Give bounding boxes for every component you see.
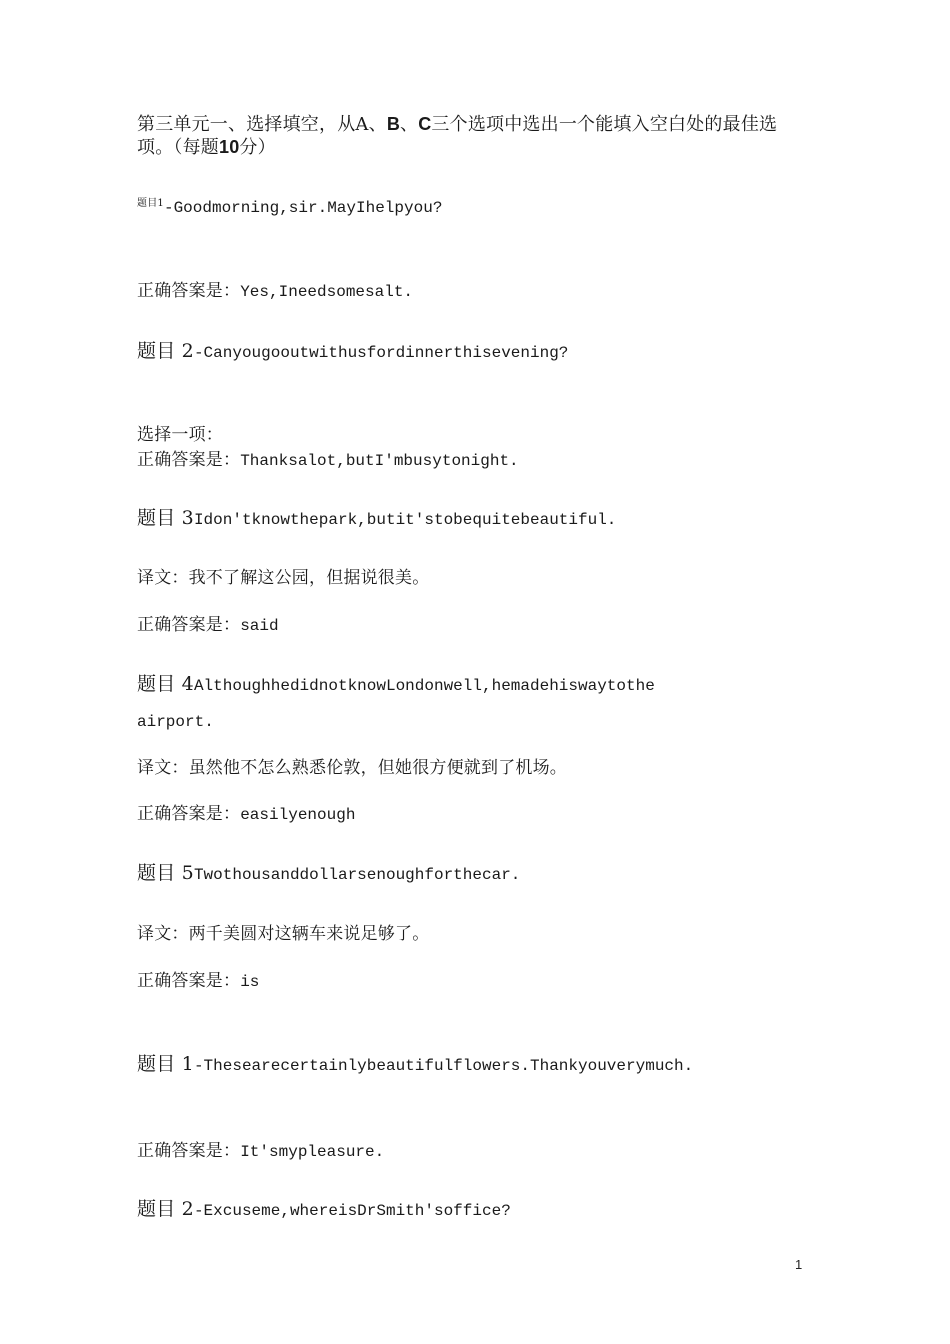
question-3: 题目 3Idon'tknowthepark,butit'stobequitebeautiful. (137, 507, 617, 529)
translation-4: 译文：虽然他不怎么熟悉伦敦，但她很方便就到了机场。 (137, 758, 567, 778)
translation-3: 译文：我不了解这公园，但据说很美。 (137, 568, 430, 588)
answer-2: 正确答案是：Thanksalot,butI'mbusytonight. (137, 450, 519, 470)
answer-6: 正确答案是：It'smypleasure. (137, 1141, 385, 1161)
answer-1: 正确答案是：Yes,Ineedsomesalt. (137, 281, 414, 301)
section-heading-line-1: 第三单元一、选择填空，从A、B、C三个选项中选出一个能填入空白处的最佳选 (137, 114, 778, 135)
translation-5: 译文：两千美圆对这辆车来说足够了。 (137, 924, 430, 944)
page-number: 1 (795, 1257, 803, 1272)
choose-prompt: 选择一项： (137, 425, 223, 445)
question-4: 题目 4AlthoughhedidnotknowLondonwell,hemadehiswaytothe (137, 673, 655, 695)
question-4-continued: airport. (137, 713, 214, 731)
answer-3: 正确答案是：said (137, 615, 279, 635)
answer-5: 正确答案是：is (137, 971, 260, 991)
question-5: 题目 5Twothousanddollarsenoughforthecar. (137, 862, 521, 884)
question-6: 题目 1-Thesearecertainlybeautifulflowers.Thankyouverymuch. (137, 1053, 694, 1075)
question-7: 题目 2-Excuseme,whereisDrSmith'soffice? (137, 1198, 511, 1220)
section-heading-line-2: 项。（每题10分） (137, 137, 276, 158)
question-2: 题目 2-Canyougooutwithusfordinnerthisevening? (137, 340, 569, 362)
question-1: $^{题目1}$-Goodmorning,sir.MayIhelpyou? (137, 198, 443, 217)
answer-4: 正确答案是：easilyenough (137, 804, 356, 824)
question-label: 题目 (137, 198, 158, 209)
